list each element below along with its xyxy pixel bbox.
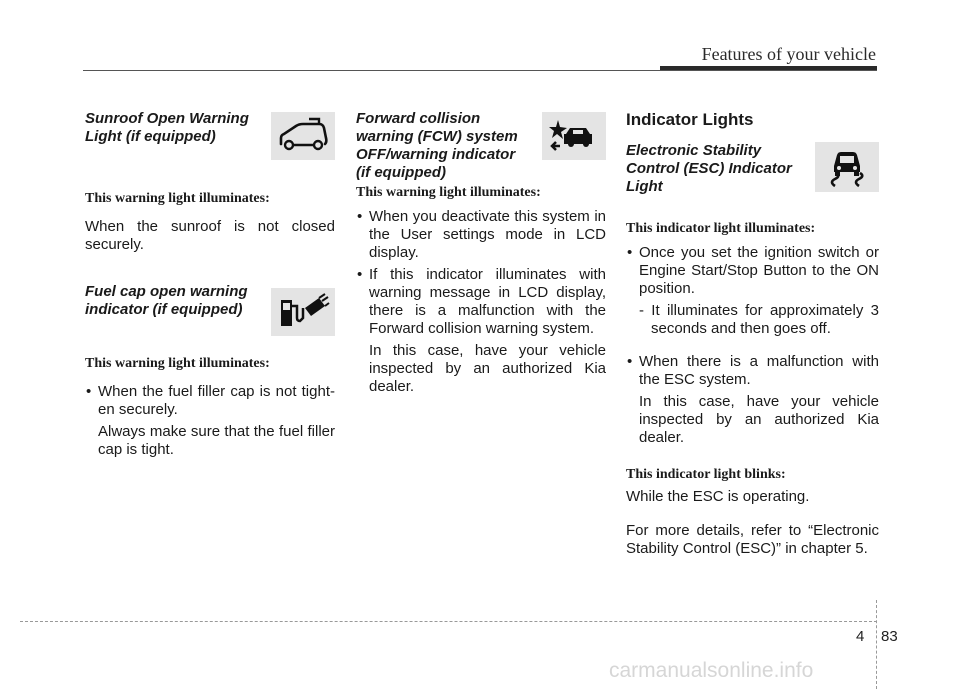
header-rule xyxy=(83,70,877,71)
esc-bullets-1 xyxy=(626,244,879,298)
fcw-icon xyxy=(542,112,606,160)
footer-divider xyxy=(876,600,877,689)
fcw-bullets xyxy=(356,208,606,338)
indicator-lights-heading: Indicator Lights xyxy=(626,110,754,129)
fuel-cap-icon xyxy=(271,288,335,336)
sunroof-section-head xyxy=(85,110,335,162)
footer-rule xyxy=(20,621,877,622)
fcw-title: Forward collision warning (FCW) system OFF/warning indicator (if equipped) xyxy=(356,110,518,181)
chapter-number: 4 xyxy=(856,628,865,645)
esc-sub-2: In this case, have your vehicle inspected by an authorized Kia dealer. xyxy=(639,393,879,446)
fuelcap-title: Fuel cap open warning indicator (if equipped) xyxy=(85,283,248,318)
fcw-bullet-1: • When you deactivate this system in the User settings mode in LCD display. xyxy=(356,208,606,262)
esc-blink-text: While the ESC is operating. xyxy=(626,488,810,505)
esc-more-info: For more details, refer to “Electronic Stability Control (ESC)” in chapter 5. xyxy=(626,522,879,557)
fuelcap-note: Always make sure that the fuel filler cap is tight. xyxy=(98,423,335,458)
watermark: carmanualsonline.info xyxy=(609,659,814,682)
sunroof-text: When the sunroof is not closed securely. xyxy=(85,218,335,253)
fcw-section-head xyxy=(356,110,606,182)
column-2 xyxy=(356,110,606,411)
esc-skid-icon xyxy=(815,142,879,192)
sunroof-intro: This warning light illuminates: xyxy=(85,191,270,206)
esc-section-head xyxy=(626,142,879,198)
esc-sub-1: - It illuminates for approximately 3 seconds and then goes off. xyxy=(639,302,879,337)
column-1 xyxy=(85,110,335,474)
fuelcap-bullets xyxy=(85,383,335,419)
esc-title: Electronic Stability Control (ESC) Indicator Light xyxy=(626,142,792,195)
column-3 xyxy=(626,110,879,558)
page-number: 83 xyxy=(881,628,898,645)
header-title: Features of your vehicle xyxy=(701,44,876,64)
fcw-intro: This warning light illuminates: xyxy=(356,185,541,200)
esc-intro: This indicator light illuminates: xyxy=(626,221,816,236)
fcw-bullet-2: • If this indicator illuminates with warning message in LCD display, there is a malfunction with the Forward collision warning system. xyxy=(356,266,606,338)
esc-bullets-2 xyxy=(626,353,879,389)
esc-bullet-1: • Once you set the ignition switch or Engine Start/Stop Button to the ON position. xyxy=(626,244,879,298)
esc-blink-intro: This indicator light blinks: xyxy=(626,467,786,482)
fuelcap-intro: This warning light illuminates: xyxy=(85,356,270,371)
fcw-note: In this case, have your vehicle inspected by an authorized Kia dealer. xyxy=(369,342,606,395)
fuelcap-bullet: • When the fuel filler cap is not tight-en securely. xyxy=(85,383,335,419)
sunroof-title: Sunroof Open Warning Light (if equipped) xyxy=(85,110,249,145)
fuelcap-section-head xyxy=(85,283,335,335)
esc-bullet-2: • When there is a malfunction with the ESC system. xyxy=(626,353,879,389)
sunroof-open-icon xyxy=(271,112,335,160)
